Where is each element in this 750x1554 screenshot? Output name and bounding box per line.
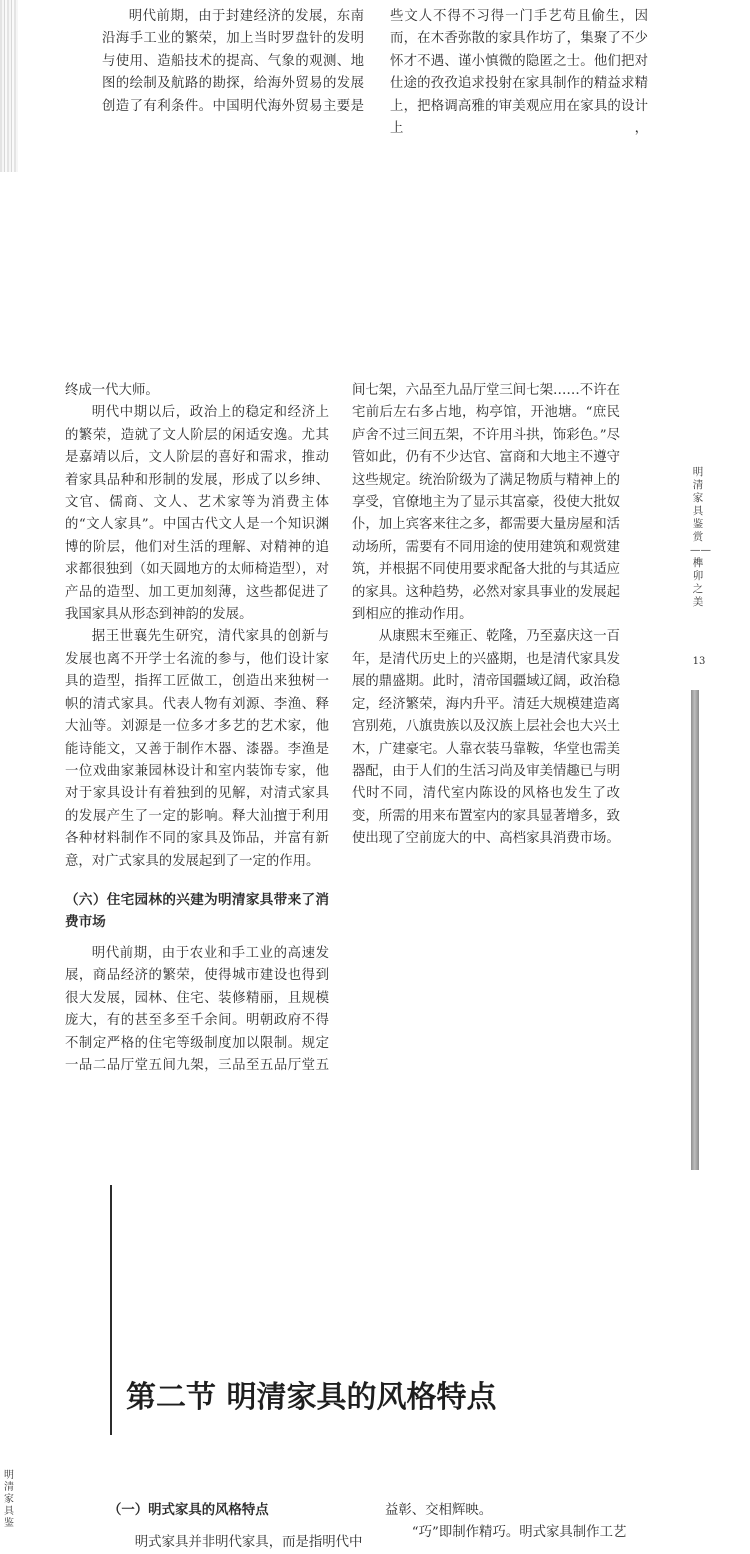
- running-title: 明清家具鉴赏——榫卯之美: [690, 466, 711, 608]
- left-body-column: [65, 380, 329, 1077]
- top-right-column: [390, 6, 648, 140]
- paragraph: 些文人不得不习得一门手艺苟且偷生，因而，在木香弥散的家具作坊了，集聚了不少怀才不遇、谨小慎微的隐匿之士。他们把对仕途的孜孜追求投射在家具制作的精益求精上，把格调高雅的审美观应用在家具的设计上，: [390, 9, 648, 137]
- paragraph: 据王世襄先生研究，清代家具的创新与发展也离不开学士名流的参与，他们设计家具的造型，指挥工匠做工，创造出来独树一帜的清式家具。代表人物有刘源、李渔、释大汕等。刘源是一位多才多艺的艺术家，他能诗能文，又善于制作木器、漆器。李渔是一位戏曲家兼园林设计和室内装饰专家，他对于家具设计有着独到的见解，对清式家具的发展产生了一定的影响。释大汕擅于利用各种材料制作不同的家具及饰品，并富有新意，对广式家具的发展起到了一定的作用。: [65, 629, 329, 869]
- section-title: 第二节 明清家具的风格特点: [126, 1380, 497, 1415]
- paragraph: 从康熙末至雍正、乾隆，乃至嘉庆这一百年，是清代历史上的兴盛期，也是清代家具发展的鼎盛期。此时，清帝国疆域辽阔，政治稳定，经济繁荣，海内升平。清廷大规模建造离宫别苑，八旗贵族以及汉族上层社会也大兴土木，广建豪宅。人靠衣装马靠鞍，华堂也需美器配，由于人们的生活习尚及审美情趣已与明代时不同，清代室内陈设的风格也发生了改变，所需的用来布置室内的家具显著增多，致使出现了空前庞大的中、高档家具消费市场。: [352, 629, 620, 847]
- paragraph: 间七架，六品至九品厅堂三间七架……不许在宅前后左右多占地，构亭馆，开池塘。“庶民庐舍不过三间五架，不许用斗拱，饰彩色。”尽管如此，仍有不少达官、富商和大地主不遵守这些规定。统治阶级为了满足物质与精神上的享受，官僚地主为了显示其富豪，役使大批奴仆，加上宾客来往之多，都需要大量房屋和活动场所，需要有不同用途的使用建筑和观赏建筑，并根据不同使用要求配备大批的与其适应的家具。这种趋势，必然对家具事业的发展起到相应的推动作用。: [352, 383, 620, 623]
- paragraph: 明代前期，由于封建经济的发展，东南沿海手工业的繁荣，加上当时罗盘针的发明与使用、造船技术的提高、气象的观测、地图的绘制及航路的勘探，给海外贸易的发展创造了有利条件。中国明代海外贸易主要是: [102, 9, 364, 114]
- bottom-right-column: [385, 1500, 653, 1544]
- subsection-heading: （六）住宅园林的兴建为明清家具带来了消费市场: [65, 891, 329, 930]
- top-left-column: [102, 6, 364, 118]
- right-body-column: [352, 380, 620, 851]
- paragraph: 益彰、交相辉映。: [385, 1503, 493, 1518]
- page-number: 13: [692, 656, 706, 667]
- paragraph: “巧”即制作精巧。明式家具制作工艺: [411, 1525, 627, 1540]
- scan-edge-left: [0, 0, 18, 172]
- paragraph: 明式家具并非明代家具，而是指明代中: [134, 1535, 363, 1550]
- margin-decor-bar: [691, 690, 699, 1170]
- paragraph: 明代前期，由于农业和手工业的高速发展，商品经济的繁荣，使得城市建设也得到很大发展，园林、住宅、装修精丽，且规模庞大，有的甚至多至千余间。明朝政府不得不制定严格的住宅等级制度加以限制。规定一品二品厅堂五间九架，三品至五品厅堂五: [65, 945, 329, 1073]
- paragraph: 终成一代大师。: [65, 383, 159, 398]
- subsection-heading: （一）明式家具的风格特点: [108, 1503, 269, 1518]
- section-rule: [110, 1185, 112, 1435]
- running-title-bottom: 明清家具鉴: [4, 1470, 14, 1529]
- paragraph: 明代中期以后，政治上的稳定和经济上的繁荣，造就了文人阶层的闲适安逸。尤其是嘉靖以后，文人阶层的喜好和需求，推动着家具品种和形制的发展，形成了以乡绅、文官、儒商、文人、艺术家等为消费主体的“文人家具”。中国古代文人是一个知识渊博的阶层，他们对生活的理解、对精神的追求都很独到（如天圆地方的太师椅造型），对产品的造型、加工更加刻薄，这些都促进了我国家具从形态到神韵的发展。: [65, 405, 329, 623]
